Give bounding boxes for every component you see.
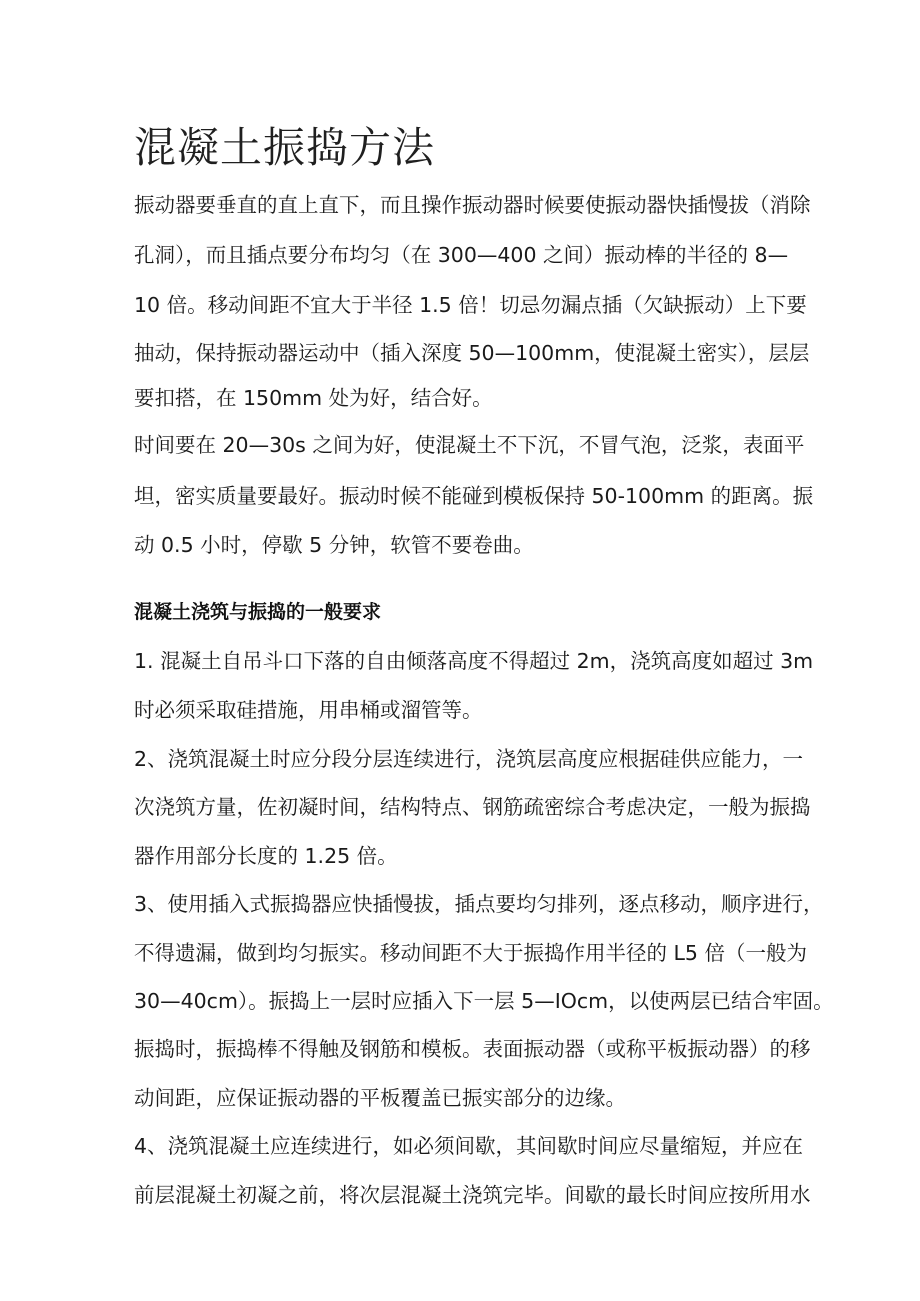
list-item-line: 3、使用插入式振捣器应快插慢拔，插点要均匀排列，逐点移动，顺序进行，: [134, 892, 824, 916]
paragraph-line: 振动器要垂直的直上直下，而且操作振动器时候要使振动器快插慢拔（消除: [134, 193, 811, 217]
paragraph-line: 时间要在 20—30s 之间为好，使混凝土不下沉，不冒气泡，泛浆，表面平: [134, 433, 805, 457]
list-item-line: 器作用部分长度的 1.25 倍。: [134, 844, 398, 868]
page-title: 混凝土振捣方法: [134, 123, 436, 172]
list-item-line: 时必须采取硅措施，用串桶或溜管等。: [134, 698, 483, 722]
paragraph-line: 10 倍。移动间距不宜大于半径 1.5 倍！切忌勿漏点插（欠缺振动）上下要: [134, 293, 807, 317]
list-item-line: 4、浇筑混凝土应连续进行，如必须间歇，其间歇时间应尽量缩短，并应在: [134, 1134, 804, 1158]
paragraph-line: 抽动，保持振动器运动中（插入深度 50—100mm，使混凝土密实），层层: [134, 341, 810, 365]
list-item-line: 振捣时，振捣棒不得触及钢筋和模板。表面振动器（或称平板振动器）的移: [134, 1037, 811, 1061]
paragraph-line: 坦，密实质量要最好。振动时候不能碰到模板保持 50-100mm 的距离。振: [134, 484, 814, 508]
list-item-line: 动间距，应保证振动器的平板覆盖已振实部分的边缘。: [134, 1086, 626, 1110]
list-item-line: 30—40cm）。振捣上一层时应插入下一层 5—IOcm，以使两层已结合牢固。: [134, 989, 834, 1013]
list-item-line: 前层混凝土初凝之前，将次层混凝土浇筑完毕。间歇的最长时间应按所用水: [134, 1183, 811, 1207]
paragraph-line: 动 0.5 小时，停歇 5 分钟，软管不要卷曲。: [134, 533, 534, 557]
paragraph-line: 要扣搭，在 150mm 处为好，结合好。: [134, 386, 493, 410]
paragraph-line: 孔洞），而且插点要分布均匀（在 300—400 之间）振动棒的半径的 8—: [134, 243, 789, 267]
list-item-line: 不得遗漏，做到均匀振实。移动间距不大于振捣作用半径的 L5 倍（一般为: [134, 941, 807, 965]
list-item-line: 次浇筑方量，佐初凝时间，结构特点、钢筋疏密综合考虑决定，一般为振捣: [134, 795, 811, 819]
list-item-line: 1. 混凝土自吊斗口下落的自由倾落高度不得超过 2m，浇筑高度如超过 3m: [134, 649, 814, 673]
section-heading: 混凝土浇筑与振捣的一般要求: [134, 601, 382, 623]
list-item-line: 2、浇筑混凝土时应分段分层连续进行，浇筑层高度应根据硅供应能力，一: [134, 747, 804, 771]
